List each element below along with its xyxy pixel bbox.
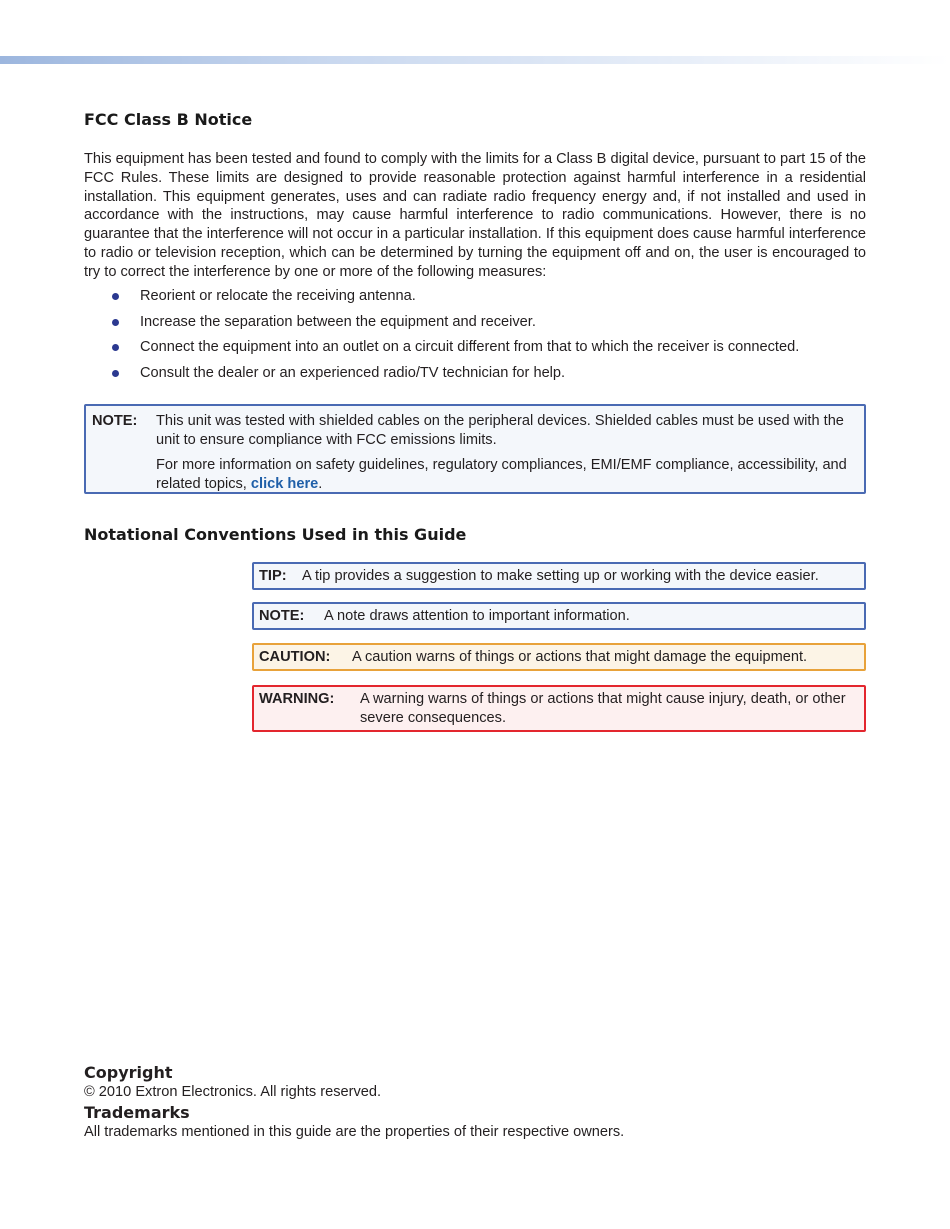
list-item: Increase the separation between the equipment and receiver. <box>84 312 866 338</box>
note-text: A note draws attention to important information. <box>324 608 630 624</box>
list-item: Consult the dealer or an experienced radio/TV technician for help. <box>84 363 866 389</box>
tip-label: TIP: <box>259 568 287 584</box>
trademarks-heading: Trademarks <box>84 1103 190 1122</box>
note-label: NOTE: <box>92 413 138 429</box>
list-item: Reorient or relocate the receiving antenna. <box>84 286 866 312</box>
fcc-heading: FCC Class B Notice <box>84 110 253 129</box>
note-box <box>252 602 866 630</box>
fcc-note-box <box>84 404 866 494</box>
fcc-measures-list <box>84 286 866 388</box>
conventions-heading: Notational Conventions Used in this Guide <box>84 525 467 544</box>
bullet-icon <box>112 319 119 326</box>
header-gradient-bar <box>0 56 950 64</box>
copyright-text: © 2010 Extron Electronics. All rights reserved. <box>84 1084 382 1100</box>
bullet-icon <box>112 370 119 377</box>
tip-box <box>252 562 866 590</box>
caution-label: CAUTION: <box>259 649 331 665</box>
trademarks-text: All trademarks mentioned in this guide are the properties of their respective owners. <box>84 1124 625 1140</box>
caution-box <box>252 643 866 671</box>
caution-text: A caution warns of things or actions that might damage the equipment. <box>352 649 808 665</box>
fcc-paragraph: This equipment has been tested and found to comply with the limits for a Class B digital device, pursuant to part 15 of the FCC Rules. These limits are designed to provide reasonable protection against harmful interference in a residential installation. This equipment generates, uses and can radiate radio frequency energy and, if not installed and used in accordance with the instructions, may cause harmful interference to radio communications. However, there is no guarantee that the interference will not occur in a particular installation. If this equipment does cause harmful interference to radio or television reception, which can be determined by turning the equipment off and on, the user is encouraged to try to correct the interference by one or more of the following measures: <box>84 151 867 280</box>
warning-label: WARNING: <box>259 691 335 707</box>
copyright-heading: Copyright <box>84 1063 173 1082</box>
warning-box <box>252 685 866 732</box>
click-here-link[interactable]: click here <box>250 475 319 492</box>
note-text: This unit was tested with shielded cables on the peripheral devices. Shielded cables must be used with the unit to ensure compliance with FCC emissions limits. <box>156 413 844 448</box>
list-item: Connect the equipment into an outlet on a circuit different from that to which the receiver is connected. <box>84 337 866 363</box>
warning-text: A warning warns of things or actions that might cause injury, death, or other severe consequences. <box>360 691 846 726</box>
tip-text: A tip provides a suggestion to make setting up or working with the device easier. <box>302 568 819 584</box>
bullet-icon <box>112 344 119 351</box>
bullet-icon <box>112 293 119 300</box>
note-more-info: For more information on safety guidelines, regulatory compliances, EMI/EMF compliance, accessibility, and related topics, click here. <box>156 457 847 492</box>
note-label: NOTE: <box>259 608 305 624</box>
